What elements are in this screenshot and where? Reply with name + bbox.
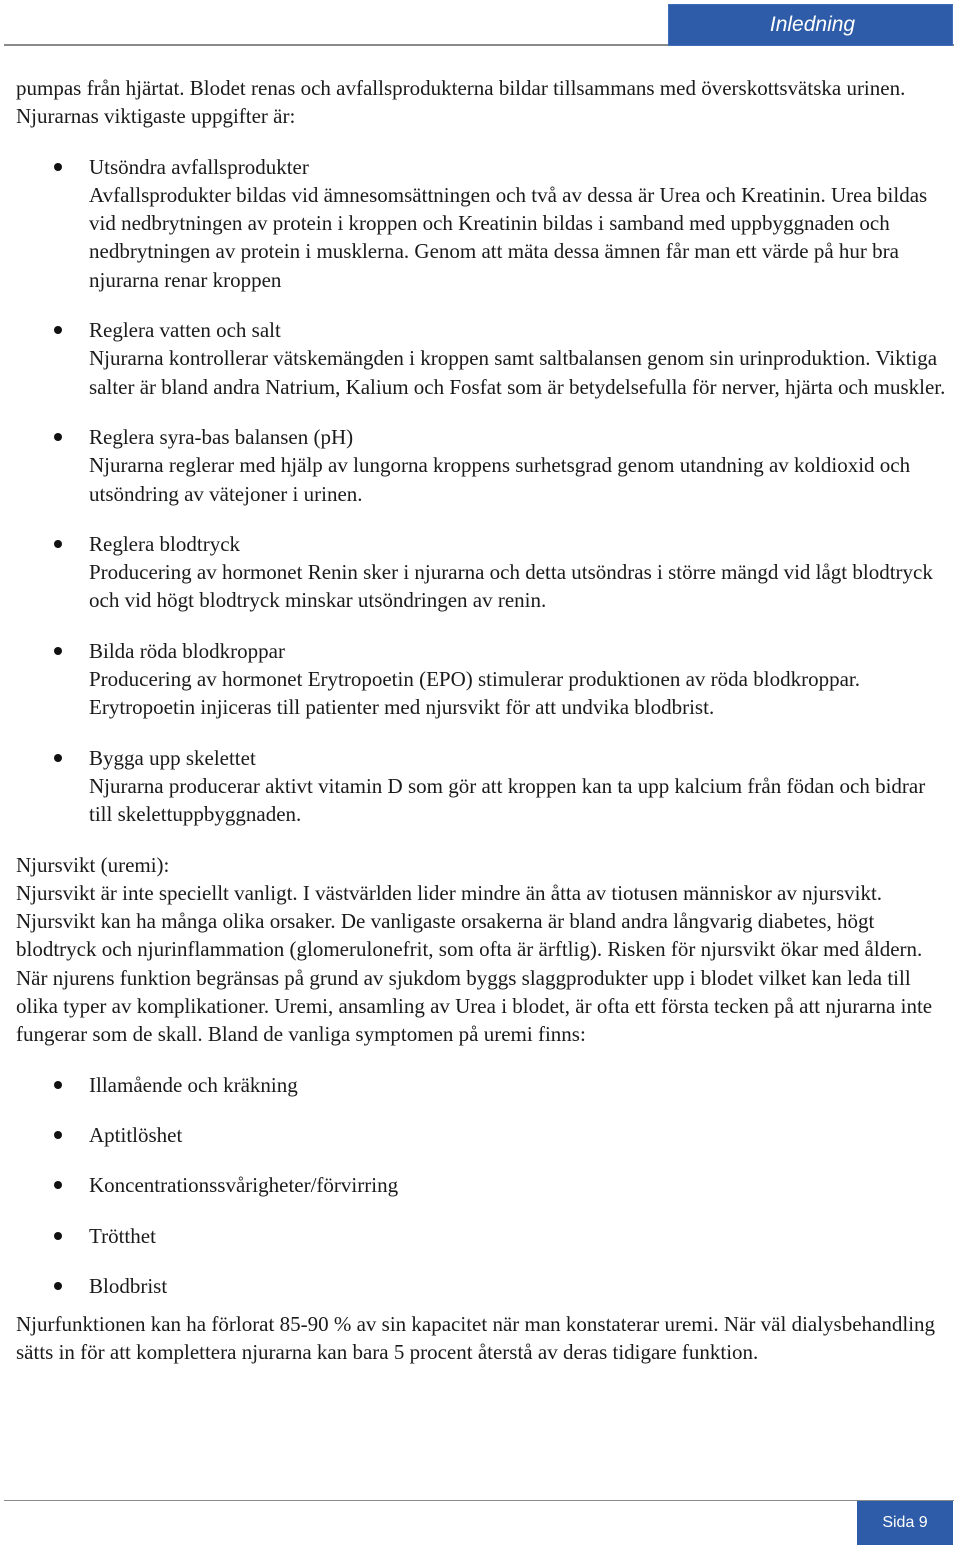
closing-paragraph: Njurfunktionen kan ha förlorat 85-90 % av sin kapacitet när man konstaterar uremi. När väl dialysbehandling sätts in för att komplettera njurarna kan bara 5 procent återstå av deras tidigare funktion. bbox=[16, 1312, 936, 1365]
bullet-icon bbox=[54, 1081, 62, 1089]
page-number-badge bbox=[857, 1501, 953, 1545]
symptom-item bbox=[16, 1071, 946, 1099]
list-item-body: Avfallsprodukter bildas vid ämnesomsättningen och två av dessa är Urea och Kreatinin. Urea bildas vid nedbrytningen av protein i kroppen och Kreatinin bildas i samband med uppbyggnaden och nedbrytningen av protein i musklerna. Genom att mäta dessa ämnen får man ett värde på hur bra njurarna renar kroppen bbox=[89, 182, 928, 292]
symptom-label: Aptitlöshet bbox=[89, 1122, 183, 1147]
kidney-functions-list bbox=[16, 153, 946, 829]
bullet-icon bbox=[54, 647, 62, 655]
bullet-icon bbox=[54, 1282, 62, 1290]
bullet-icon bbox=[54, 1181, 62, 1189]
list-item-title: Reglera vatten och salt bbox=[89, 318, 281, 343]
list-item-title: Reglera syra-bas balansen (pH) bbox=[89, 424, 354, 449]
list-item-body: Producering av hormonet Erytropoetin (EPO) stimulerar produktionen av röda blodkroppar. Erytropoetin injiceras till patienter med njursvikt för att undvika blodbrist. bbox=[89, 667, 860, 720]
symptom-item bbox=[16, 1171, 946, 1199]
symptom-label: Koncentrationssvårigheter/förvirring bbox=[89, 1173, 399, 1198]
list-item bbox=[16, 153, 946, 294]
uremia-heading: Njursvikt (uremi): bbox=[16, 852, 170, 877]
list-item bbox=[16, 316, 946, 401]
bullet-icon bbox=[54, 326, 62, 334]
symptom-item bbox=[16, 1121, 946, 1149]
list-item bbox=[16, 637, 946, 722]
list-item-body: Producering av hormonet Renin sker i njurarna och detta utsöndras i större mängd vid lågt blodtryck och vid högt blodtryck minskar utsöndringen av renin. bbox=[89, 560, 933, 613]
section-title: Inledning bbox=[769, 13, 856, 36]
list-item-title: Bilda röda blodkroppar bbox=[89, 638, 285, 663]
list-item-title: Bygga upp skelettet bbox=[89, 745, 256, 770]
symptom-item bbox=[16, 1222, 946, 1250]
bullet-icon bbox=[54, 754, 62, 762]
bullet-icon bbox=[54, 163, 62, 171]
bullet-icon bbox=[54, 1232, 62, 1240]
list-item-title: Utsöndra avfallsprodukter bbox=[89, 154, 309, 179]
document-body bbox=[16, 74, 946, 1367]
symptom-label: Trötthet bbox=[89, 1223, 156, 1248]
list-item-title: Reglera blodtryck bbox=[89, 531, 241, 556]
symptom-label: Blodbrist bbox=[89, 1273, 168, 1298]
bullet-icon bbox=[54, 540, 62, 548]
list-item-body: Njurarna kontrollerar vätskemängden i kroppen samt saltbalansen genom sin urinproduktion. Viktiga salter är bland andra Natrium, Kalium och Fosfat som är betydelsefulla för nerver, hjärta och muskler. bbox=[89, 346, 946, 399]
list-item-body: Njurarna reglerar med hjälp av lungorna kroppens surhetsgrad genom utandning av koldioxid och utsöndring av vätejoner i urinen. bbox=[89, 453, 911, 506]
symptom-item bbox=[16, 1272, 946, 1300]
list-item bbox=[16, 744, 946, 829]
list-item bbox=[16, 423, 946, 508]
symptoms-list bbox=[16, 1071, 946, 1300]
page-number-label: Sida 9 bbox=[882, 1514, 928, 1531]
bullet-icon bbox=[54, 1131, 62, 1139]
list-item bbox=[16, 530, 946, 615]
symptom-label: Illamående och kräkning bbox=[89, 1072, 298, 1097]
list-item-body: Njurarna producerar aktivt vitamin D som gör att kroppen kan ta upp kalcium från födan och bidrar till skelettuppbyggnaden. bbox=[89, 773, 926, 827]
footer-rule bbox=[4, 1500, 954, 1501]
uremia-paragraph: Njursvikt är inte speciellt vanligt. I västvärlden lider mindre än åtta av tiotusen människor av njursvikt. Njursvikt kan ha många olika orsaker. De vanligaste orsakerna är bland andra långvarig diabetes, högt blodtryck och njurinflammation (glomerulonefrit, som ofta är ärftlig). Risken för njursvikt ökar med åldern. När njurens funktion begränsas på grund av sjukdom byggs slaggprodukter upp i blodet vilket kan leda till olika typer av komplikationer. Uremi, ansamling av Urea i blodet, är ofta ett första tecken på att njurarna inte fungerar som de skall. Bland de vanliga symptomen på uremi finns: bbox=[16, 880, 933, 1047]
bullet-icon bbox=[54, 433, 62, 441]
section-header-tab bbox=[668, 4, 953, 46]
intro-paragraph: pumpas från hjärtat. Blodet renas och avfallsprodukterna bildar tillsammans med överskottsvätska urinen. Njurarnas viktigaste uppgifter är: bbox=[16, 76, 906, 129]
